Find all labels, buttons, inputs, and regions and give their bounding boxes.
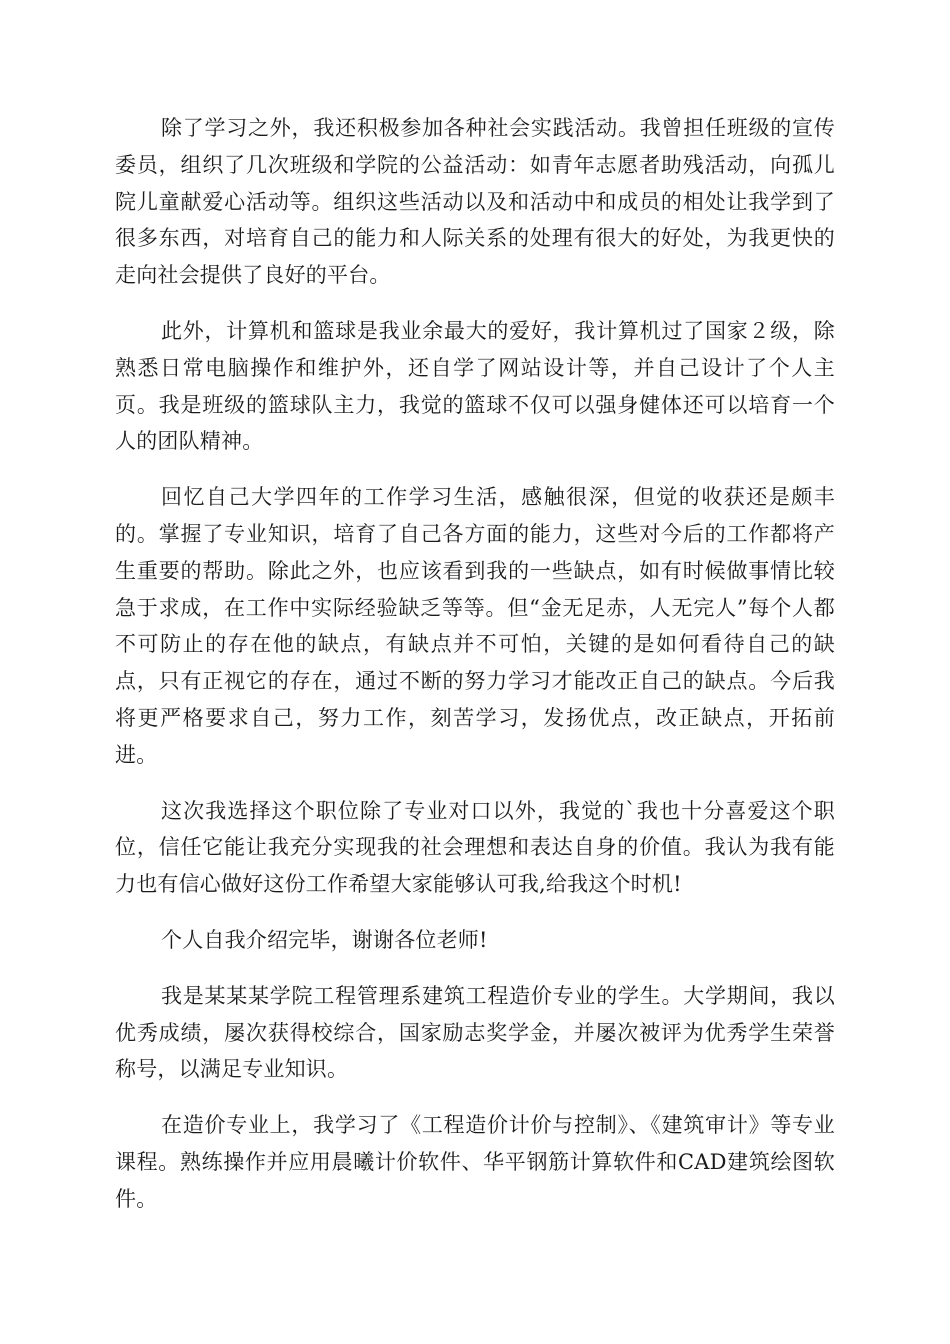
paragraph-reflection: 回忆自己大学四年的工作学习生活，感触很深，但觉的收获还是颇丰的。掌握了专业知识，培育了自己各方面的能力，这些对今后的工作都将产生重要的帮助。除此之外，也应该看到我的一些缺点，如有时候做事情比较急于求成，在工作中实际经验缺乏等等。但“金无足赤，人无完人”每个人都不可防止的存在他的缺点，有缺点并不可怕，关键的是如何看待自己的缺点，只有正视它的存在，通过不断的努力学习才能改正自己的缺点。今后我将更严格要求自己，努力工作，刻苦学习，发扬优点，改正缺点，开拓前进。 [115,485,835,767]
document-page [115,110,835,1237]
paragraph-major-skills: 在造价专业上，我学习了《工程造价计价与控制》、《建筑审计》等专业课程。熟练操作并应用晨曦计价软件、华平钢筋计算软件和CAD建筑绘图软件。 [115,1113,835,1211]
paragraph-social-practice: 除了学习之外，我还积极参加各种社会实践活动。我曾担任班级的宣传委员，组织了几次班级和学院的公益活动：如青年志愿者助残活动，向孤儿院儿童献爱心活动等。组织这些活动以及和活动中和成员的相处让我学到了很多东西，对培育自己的能力和人际关系的处理有很大的好处，为我更快的走向社会提供了良好的平台。 [115,116,835,288]
paragraph-closing: 个人自我介绍完毕，谢谢各位老师! [161,927,488,952]
paragraph-job-choice: 这次我选择这个职位除了专业对口以外，我觉的`我也十分喜爱这个职位，信任它能让我充分实现我的社会理想和表达自身的价值。我认为我有能力也有信心做好这份工作希望大家能够认可我,给我这个时机! [115,798,835,897]
paragraph-hobbies: 此外，计算机和篮球是我业余最大的爱好，我计算机过了国家２级，除熟悉日常电脑操作和维护外，还自学了网站设计等，并自己设计了个人主页。我是班级的篮球队主力，我觉的篮球不仅可以强身健体还可以培育一个人的团队精神。 [115,318,835,454]
paragraph-introduction: 我是某某某学院工程管理系建筑工程造价专业的学生。大学期间，我以优秀成绩，屡次获得校综合，国家励志奖学金，并屡次被评为优秀学生荣誉称号，以满足专业知识。 [115,983,835,1082]
